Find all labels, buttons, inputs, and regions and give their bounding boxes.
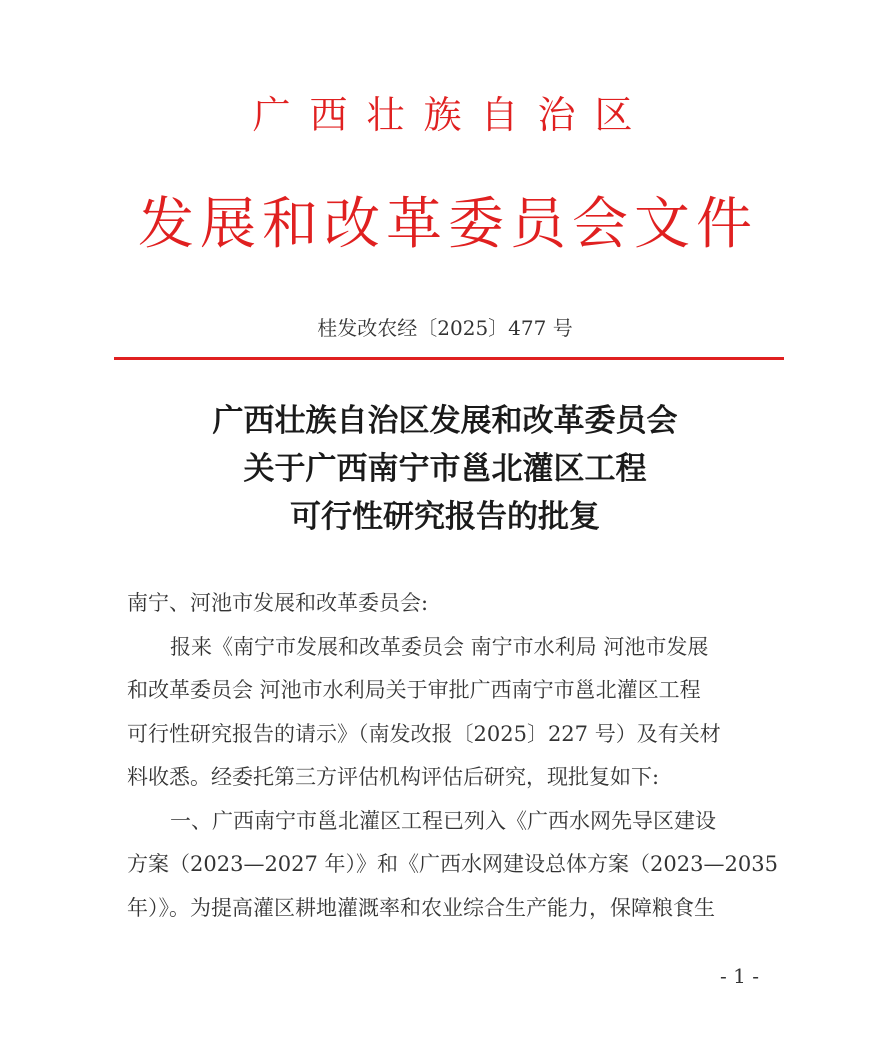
document-body [127, 582, 777, 930]
body-line: 方案（2023—2027 年）》和《广西水网建设总体方案（2023—2035 [127, 852, 778, 876]
addressee: 南宁、河池市发展和改革委员会: [127, 591, 429, 615]
body-line: 可行性研究报告的请示》（南发改报〔2025〕227 号）及有关材 [127, 721, 721, 746]
red-divider-line [114, 357, 784, 360]
body-line: 和改革委员会 河池市水利局关于审批广西南宁市邕北灌区工程 [127, 678, 701, 702]
body-line: 料收悉。经委托第三方评估机构评估后研究，现批复如下: [127, 765, 660, 789]
title-line-2: 关于广西南宁市邕北灌区工程 [243, 451, 647, 487]
issuer-name: 广西壮族自治区 [252, 93, 652, 137]
document-type-heading: 发展和改革委员会文件 [138, 192, 758, 257]
body-line: 年）》。为提高灌区耕地灌溉率和农业综合生产能力，保障粮食生 [127, 895, 715, 920]
title-line-3: 可行性研究报告的批复 [290, 499, 600, 535]
body-line: 一、广西南宁市邕北灌区工程已列入《广西水网先导区建设 [170, 808, 716, 833]
document-title [0, 397, 890, 541]
body-line: 报来《南宁市发展和改革委员会 南宁市水利局 河池市发展 [170, 634, 709, 659]
title-line-1: 广西壮族自治区发展和改革委员会 [212, 403, 678, 439]
page-number: - 1 - [720, 964, 759, 988]
document-number: 桂发改农经〔2025〕477 号 [317, 316, 573, 340]
